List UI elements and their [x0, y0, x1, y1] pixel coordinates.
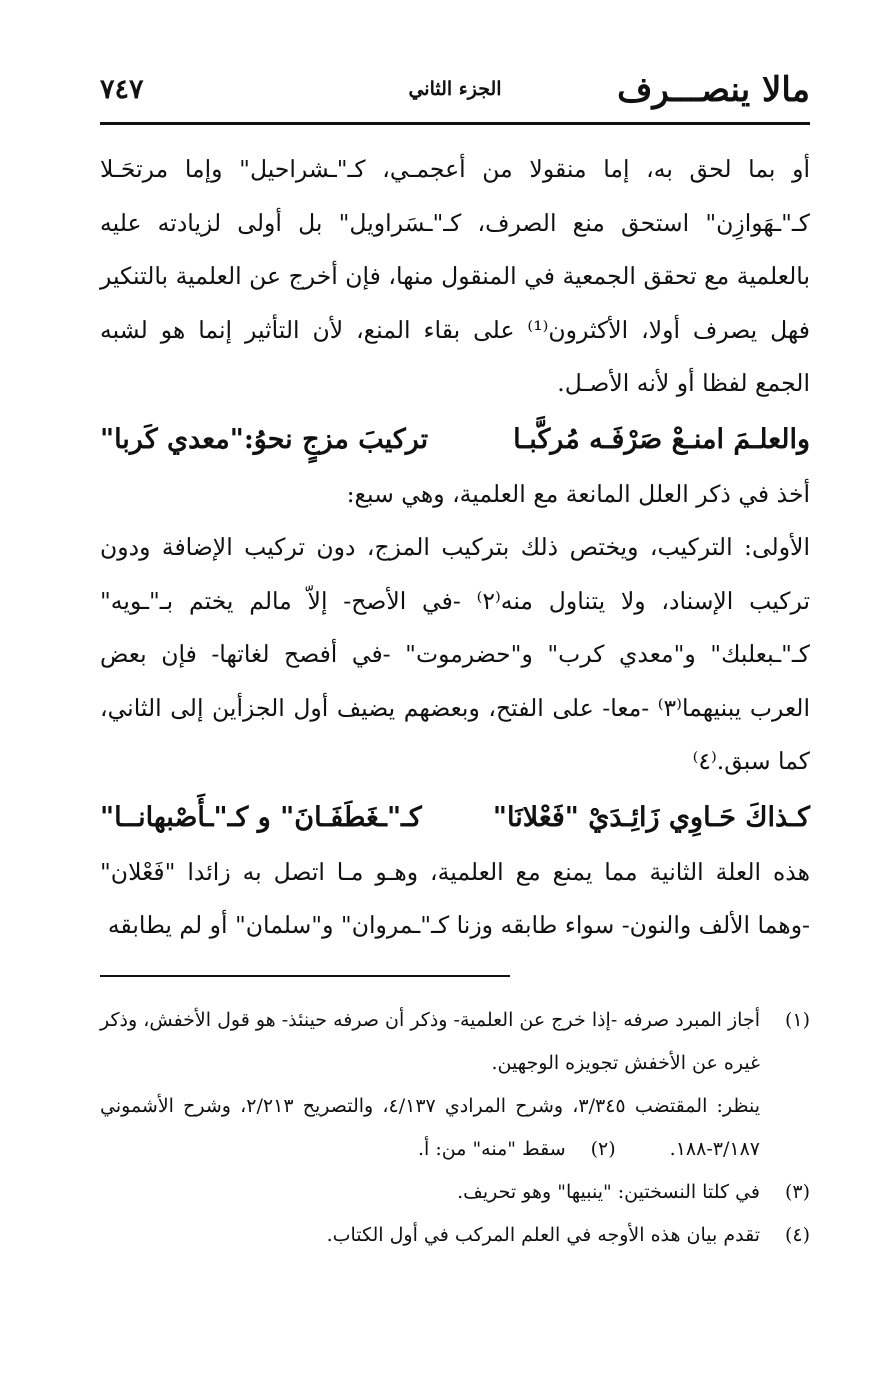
footnote-2-text: سقط "منه" من: أ.: [418, 1137, 566, 1160]
verse-1-first-half: والعلـمَ امنـعْ صَرْفَـه مُركَّبـا: [513, 423, 810, 455]
footnote-1-references: ينظر: المقتضب ٣/٣٤٥، وشرح المرادي ٤/١٣٧، والتصريح ٢/٢١٣، وشرح الأشموني ٣/١٨٧-١٨٨.: [100, 1094, 761, 1160]
footnote-divider: [100, 975, 510, 977]
verse-line-2: [100, 789, 810, 846]
volume-label: الجزء الثاني: [408, 78, 502, 100]
chapter-title: مالا ينصـــرف: [617, 70, 810, 110]
paragraph-3: الأولى: التركيب، ويختص ذلك بتركيب المزج، دون تركيب الإضافة ودون تركيب الإسناد، ولا يتناول منه⁽٢⁾ -في الأصح- إلاّ مالم يختم بـ"ـويه" كـ"ـبعلبك" و"معدي كرب" و"حضرموت" -في أفصح لغاتها- فإن بعض العرب يبنيهما⁽٣⁾ -معا- على الفتح، وبعضهم يضيف أول الجزأين إلى الثاني، كما سبق.⁽٤⁾: [100, 533, 810, 775]
book-page: [100, 58, 810, 1348]
footnote-1-text: أجاز المبرد صرفه -إذا خرج عن العلمية- وذكر أن صرفه حينئذ- هو قول الأخفش، وذكر غيره عن الأخفش تجويزه الوجهين.: [100, 1008, 760, 1074]
verse-2-second-half: كـ"ـغَطَفَـانَ" و كـ"ـأَصْبهانــا": [100, 801, 422, 833]
footnote-1-number: (١): [784, 1008, 810, 1031]
footnote-2-number: (٢): [590, 1137, 616, 1160]
main-text: [100, 125, 810, 953]
page-header: [100, 58, 810, 125]
page-number: ٧٤٧: [100, 74, 144, 105]
footnote-4-text: تقدم بيان هذه الأوجه في العلم المركب في أول الكتاب.: [326, 1223, 760, 1246]
paragraph-1: أو بما لحق به، إما منقولا من أعجمـي، كـ"ـشراحيل" وإما مرتحَـلا كـ"ـهَوازِن" استحق منع الصرف، كـ"ـسَراويل" بل أولى لزيادته عليه بالعلمية مع تحقق الجمعية في المنقول منها، فإن أخرج عن العلمية بالتنكير فهل يصرف أولا، الأكثرون⁽¹⁾ على بقاء المنع، لأن التأثير إنما هو لشبه الجمع لفظا أو لأنه الأصـل.: [100, 155, 810, 397]
footnote-4-number: (٤): [784, 1223, 810, 1246]
footnotes: [100, 999, 810, 1257]
paragraph-4: هذه العلة الثانية مما يمنع مع العلمية، وهـو مـا اتصل به زائدا "فَعْلان" -وهما الألف والنون- سواء طابقه وزنا كـ"ـمروان" و"سلمان" أو لم يطابقه: [100, 857, 810, 939]
verse-1-second-half: تركيبَ مزجٍ نحوُ:"معدي كَربا": [100, 423, 429, 455]
footnote-2: [418, 1128, 616, 1171]
verse-line-1: [100, 411, 810, 468]
footnote-4: [100, 1214, 810, 1257]
footnote-1: [100, 999, 810, 1171]
paragraph-2: أخذ في ذكر العلل المانعة مع العلمية، وهي سبع:: [346, 479, 810, 508]
verse-2-first-half: كـذاكَ حَـاوِي زَائِـدَيْ "فَعْلانَا": [492, 801, 810, 833]
footnote-3: [100, 1171, 810, 1214]
footnote-3-text: في كلتا النسختين: "ينبيها" وهو تحريف.: [457, 1180, 760, 1203]
footnote-3-number: (٣): [784, 1180, 810, 1203]
